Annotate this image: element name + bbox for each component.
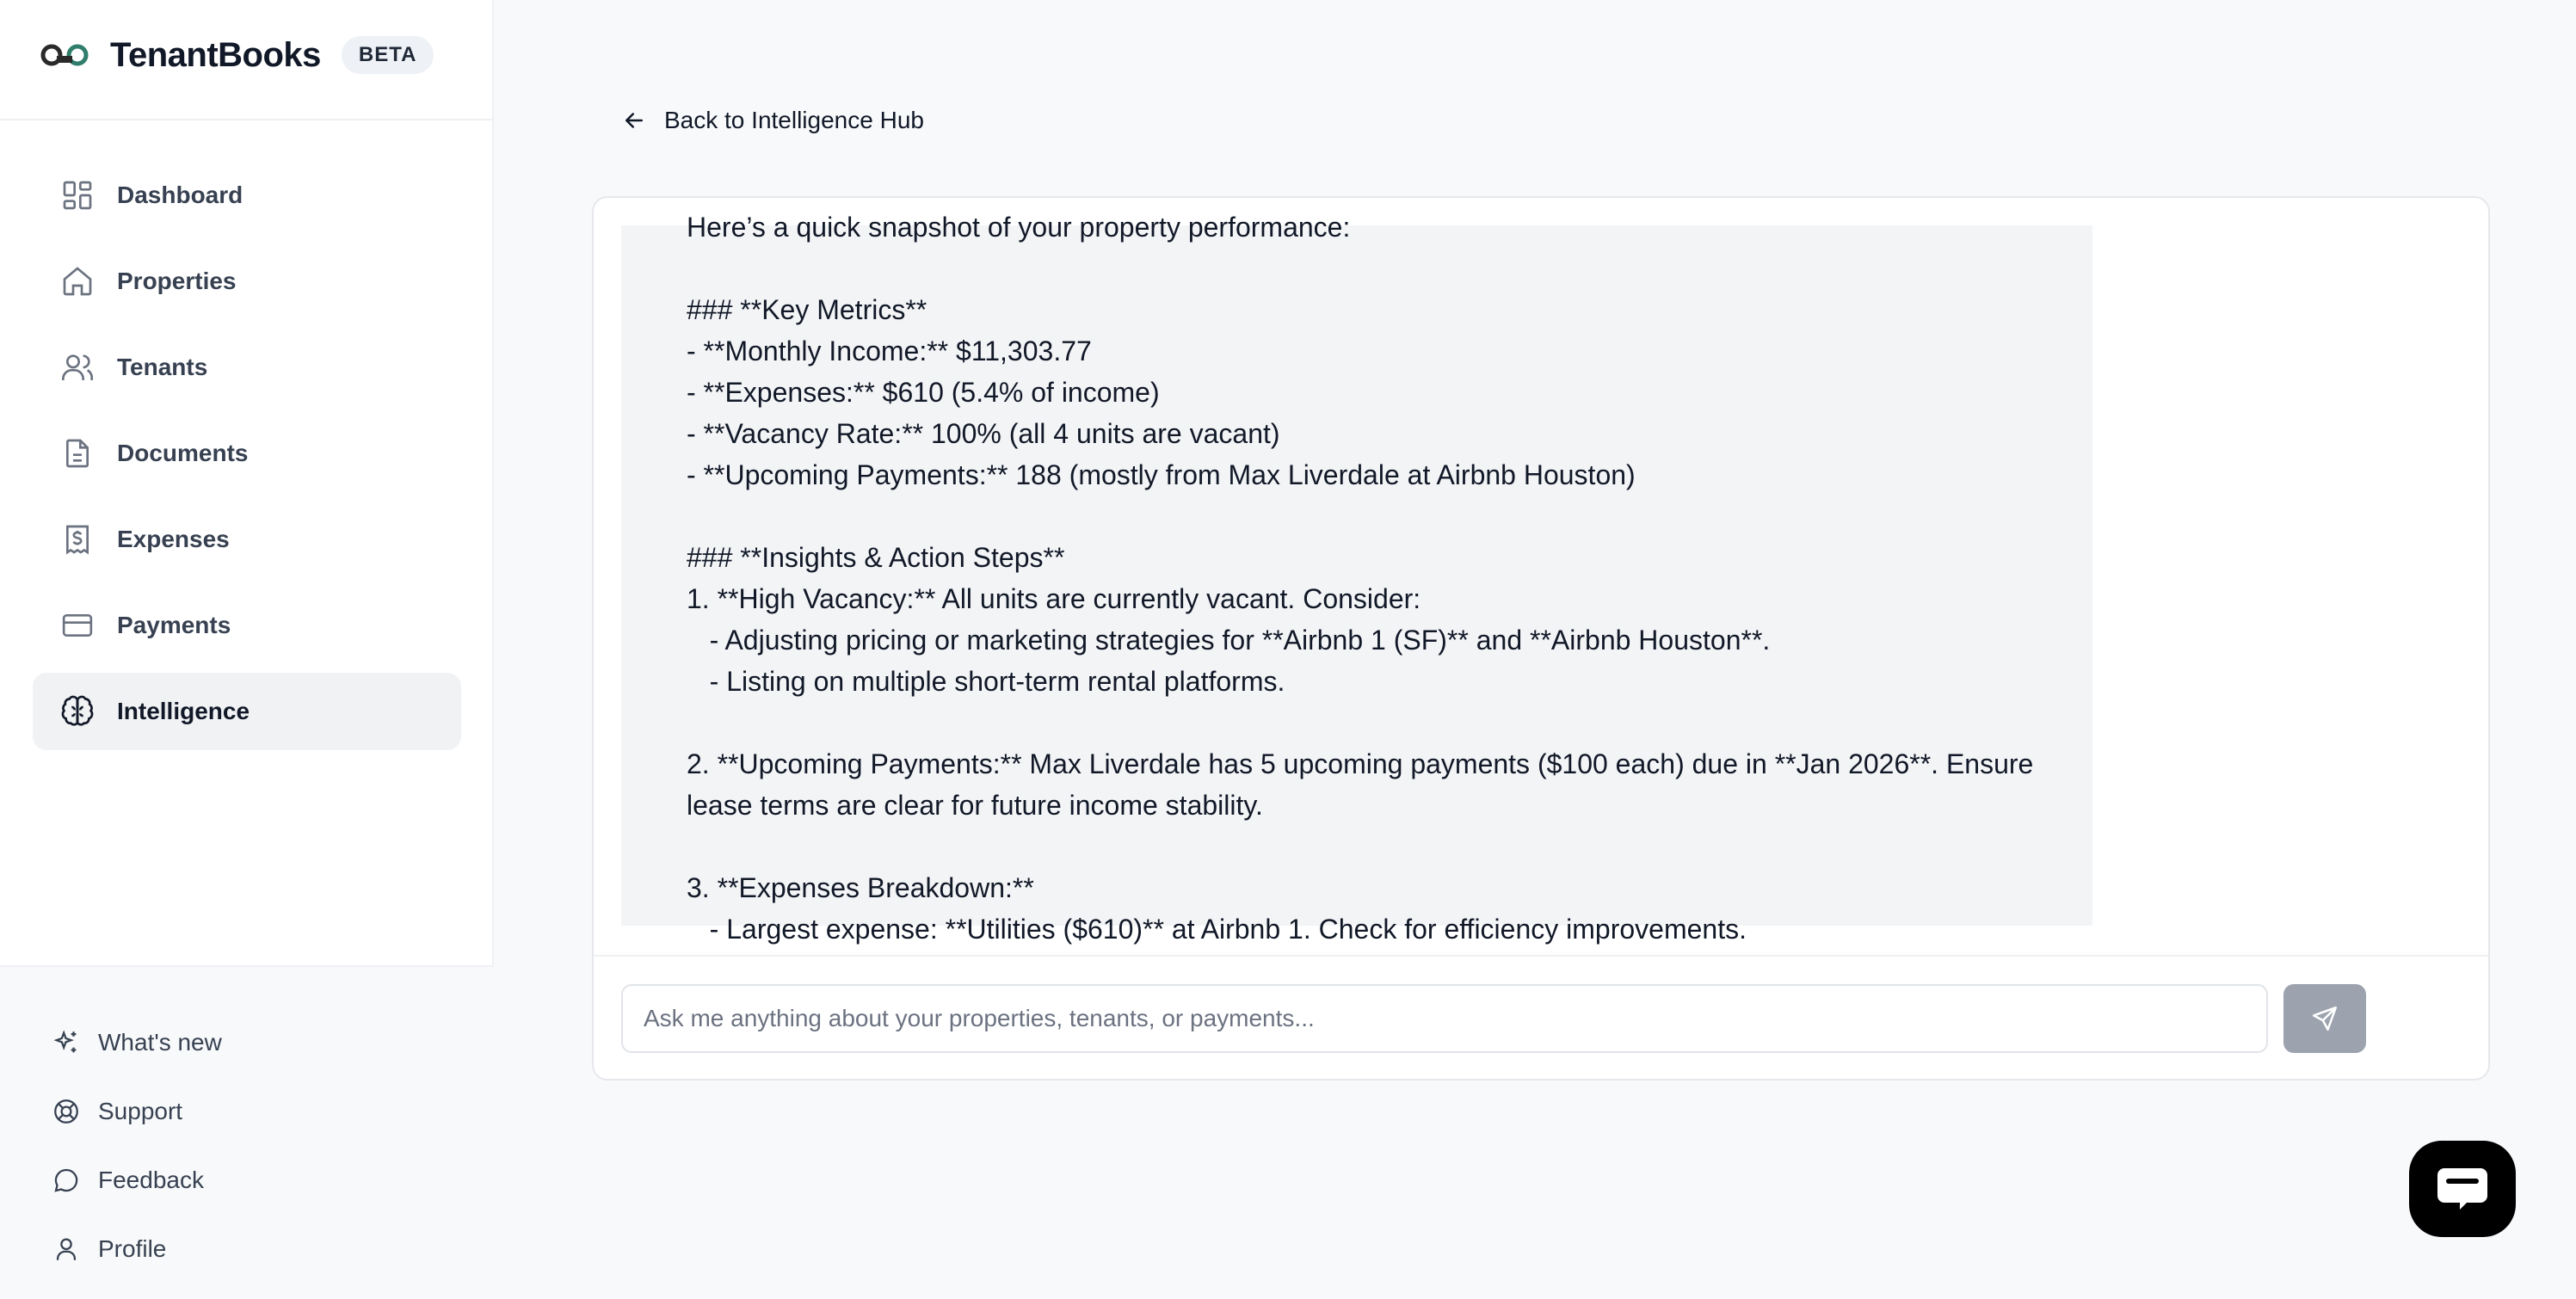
support-link[interactable] (52, 1077, 222, 1146)
profile-link[interactable] (52, 1215, 222, 1284)
sidebar-footer (0, 967, 494, 1299)
beta-badge: BETA (342, 36, 434, 74)
chat-input[interactable] (621, 984, 2268, 1053)
chat-support-icon (2434, 1163, 2491, 1215)
credit-card-icon (60, 608, 95, 643)
home-icon (60, 264, 95, 299)
sidebar-footer-nav (52, 1008, 222, 1284)
users-icon (60, 350, 95, 385)
sidebar-item-payments[interactable] (33, 587, 461, 664)
sidebar-item-label: Documents (117, 440, 249, 466)
dashboard-icon (60, 178, 95, 212)
feedback-label: Feedback (98, 1167, 204, 1193)
back-to-intelligence-hub-link[interactable] (621, 102, 924, 139)
sidebar-item-tenants[interactable] (33, 329, 461, 406)
whats-new-link[interactable] (52, 1008, 222, 1077)
lifebuoy-icon (52, 1097, 81, 1126)
sidebar-item-dashboard[interactable] (33, 157, 461, 234)
divider (0, 119, 494, 120)
user-icon (52, 1234, 81, 1264)
sidebar (0, 0, 494, 1299)
sidebar-item-label: Intelligence (117, 698, 250, 724)
sparkles-icon (52, 1028, 81, 1057)
chat-support-button[interactable] (2409, 1141, 2516, 1237)
sidebar-item-label: Dashboard (117, 182, 243, 208)
sidebar-item-documents[interactable] (33, 415, 461, 492)
sidebar-item-label: Properties (117, 268, 237, 294)
brand[interactable] (40, 33, 434, 77)
chat-panel (592, 196, 2490, 1080)
back-link-label: Back to Intelligence Hub (664, 107, 924, 133)
app-name: TenantBooks (110, 35, 321, 74)
sidebar-item-properties[interactable] (33, 243, 461, 320)
sidebar-item-label: Expenses (117, 526, 230, 552)
tenantbooks-logo-icon (40, 42, 89, 68)
brain-icon (60, 694, 95, 729)
chat-input-bar (594, 955, 2488, 1079)
whats-new-label: What's new (98, 1029, 222, 1056)
assistant-message: Here’s a quick snapshot of your property performance: ### **Key Metrics** - **Monthly Income:** $11,303.77 - **Expenses:** $610 (5.4% of income) - **Vacancy Rate:** 100% (all 4 units are vacant) - **Upcoming Payments:** 188 (mostly from Max Liverdale at Airbnb Houston) ### **Insights & Action Steps** 1. **High Vacancy:** All units are currently vacant. Consider: - Adjusting pricing or marketing strategies for **Airbnb 1 (SF)** and **Airbnb Houston**. - Listing on multiple short-term rental platforms. 2. **Upcoming Payments:** Max Liverdale has 5 upcoming payments ($100 each) due in **Jan 2026**. Ensure lease terms are clear for future income stability. 3. **Expenses Breakdown:** - Largest expense: **Utilities ($610)** at Airbnb 1. Check for efficiency improvements. (687, 212, 2034, 945)
sidebar-item-intelligence[interactable] (33, 673, 461, 750)
feedback-link[interactable] (52, 1146, 222, 1215)
chat-bubble-icon (52, 1166, 81, 1195)
support-label: Support (98, 1098, 183, 1124)
send-button[interactable] (2283, 984, 2366, 1053)
receipt-dollar-icon (60, 522, 95, 557)
message-list[interactable] (621, 212, 2092, 945)
sidebar-nav (33, 157, 461, 759)
profile-label: Profile (98, 1235, 167, 1262)
sidebar-item-label: Payments (117, 612, 231, 638)
arrow-left-icon (621, 108, 647, 133)
sidebar-item-expenses[interactable] (33, 501, 461, 578)
sidebar-item-label: Tenants (117, 354, 208, 380)
document-icon (60, 436, 95, 471)
send-icon (2310, 1004, 2339, 1033)
